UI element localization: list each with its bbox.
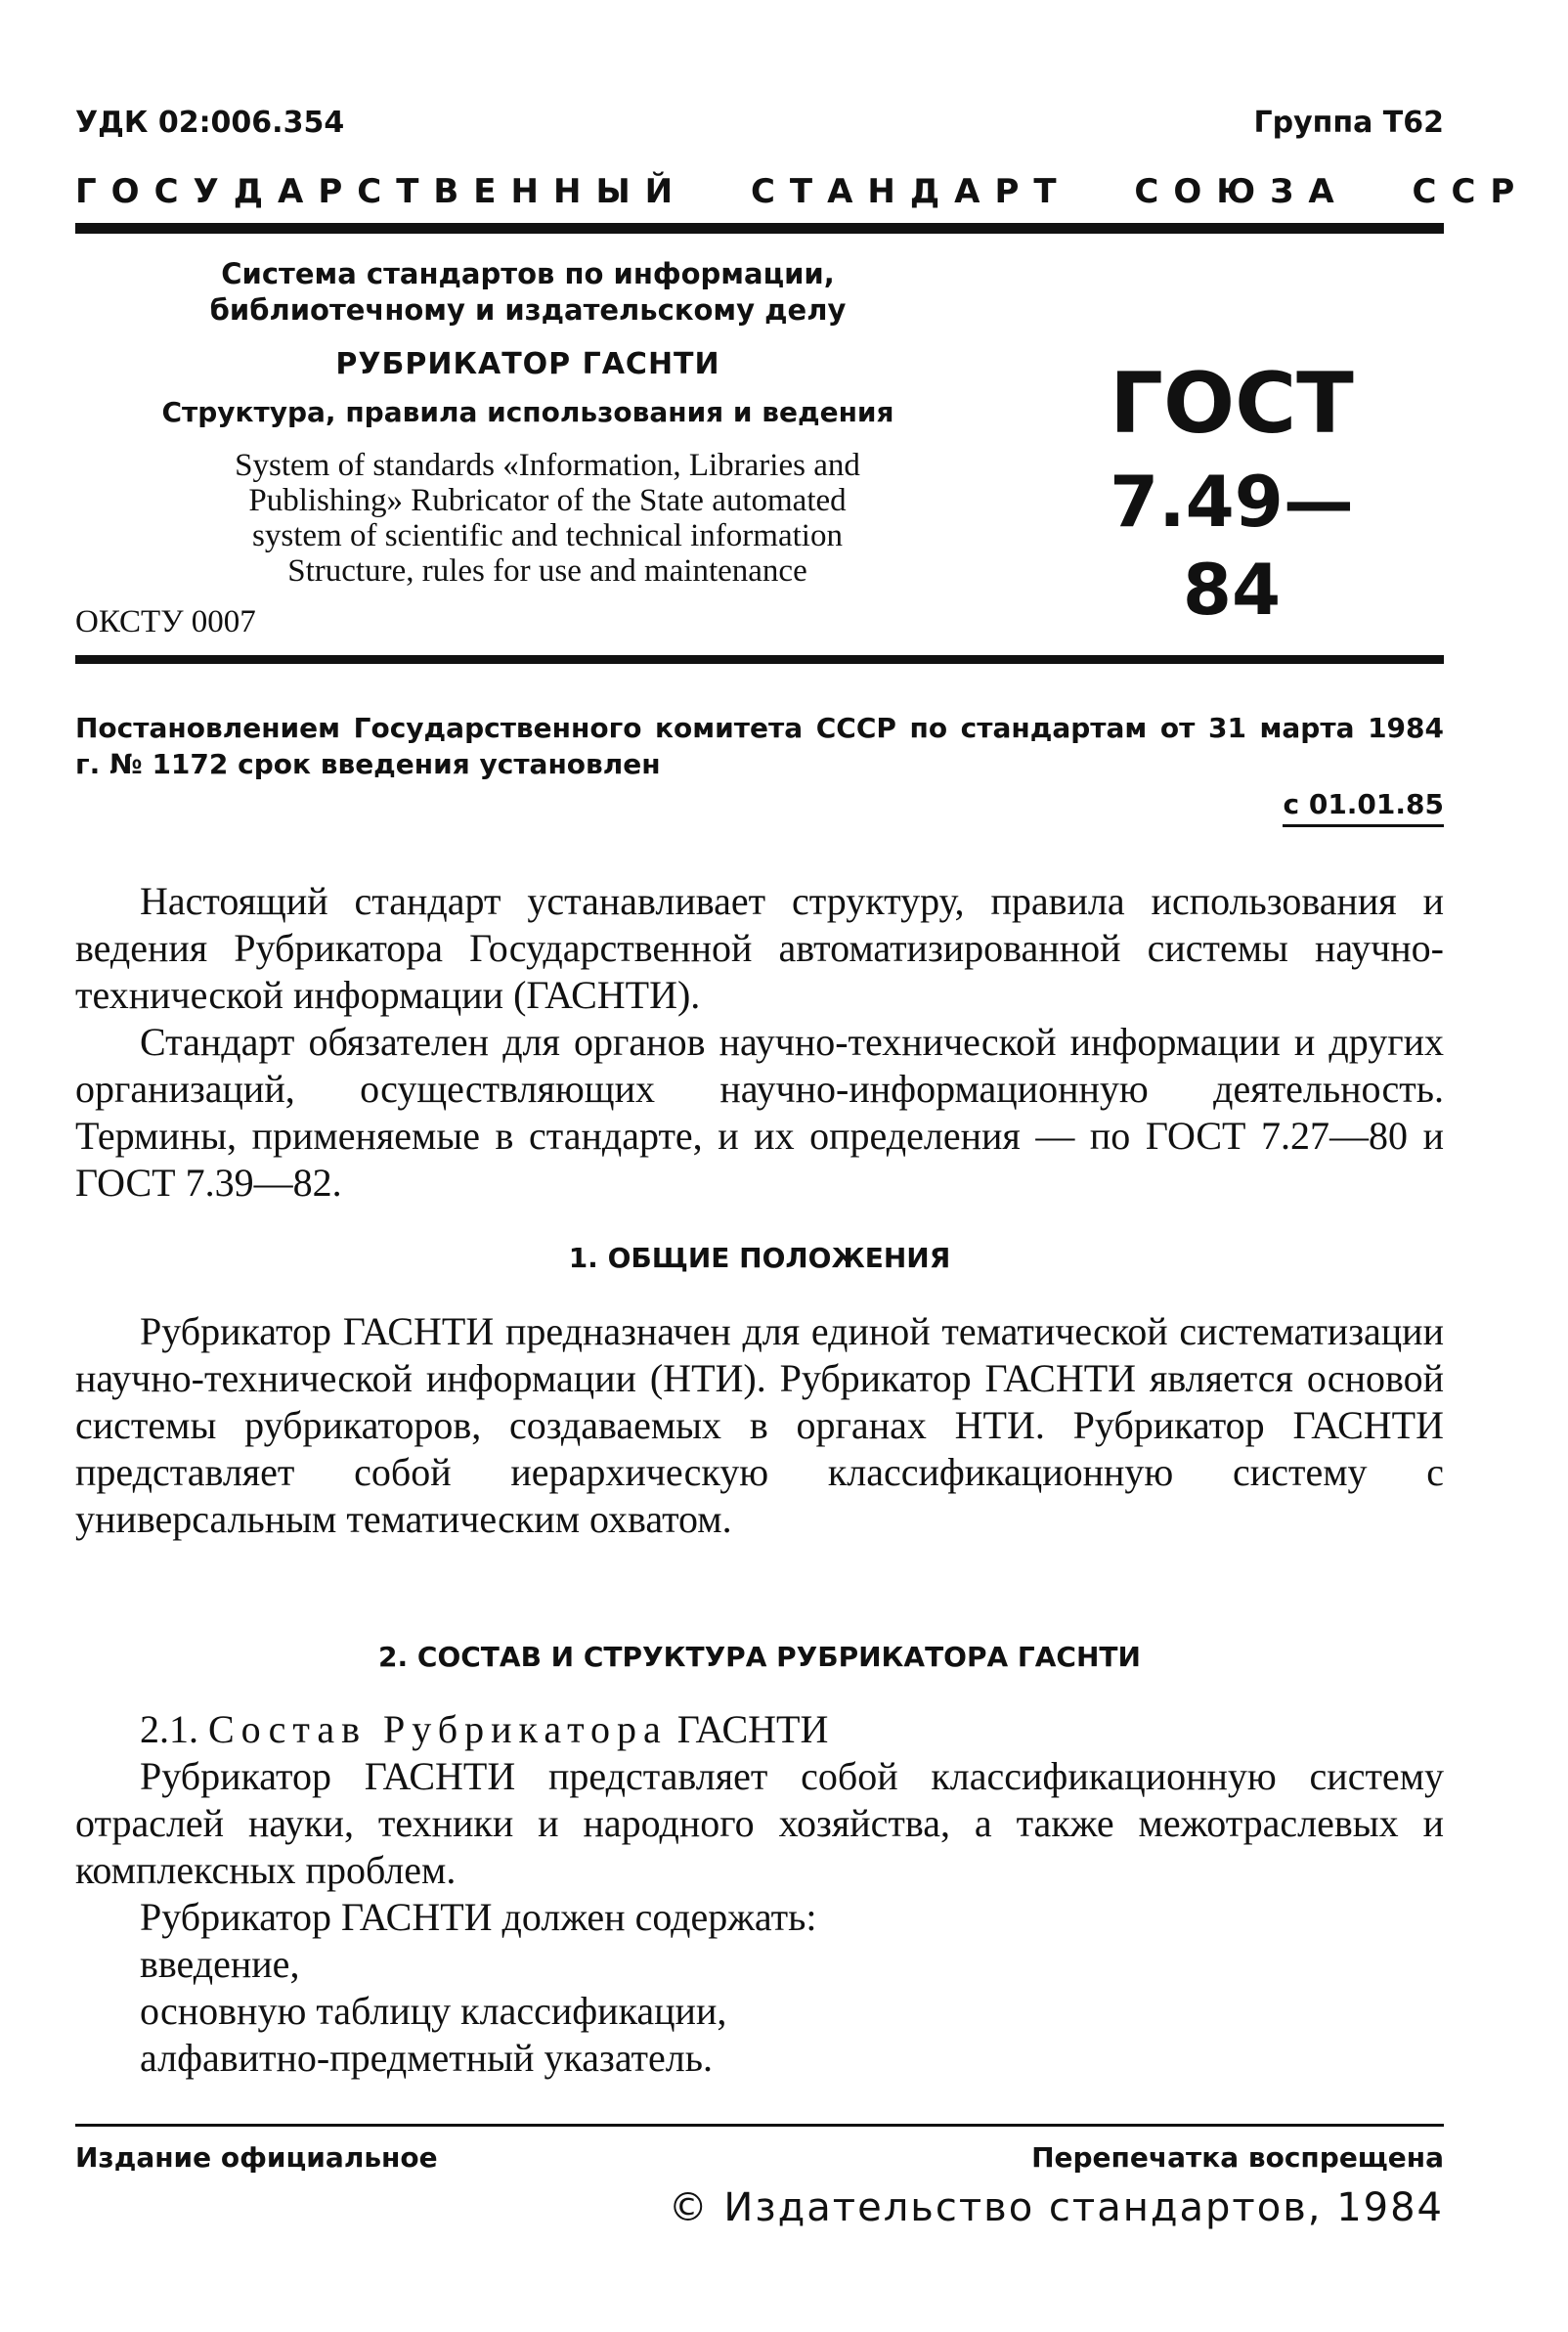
intro-paragraph-1: Настоящий стандарт устанавливает структуру, правила использования и ведения Рубрикатора Государственной автоматизированной системы научно-технической информации (ГАСНТИ). xyxy=(75,879,1444,1017)
section-2-paragraph-1: Рубрикатор ГАСНТИ представляет собой классификационную систему отраслей науки, техники и народного хозяйства, а также межотраслевых и комплексных проблем. xyxy=(75,1754,1444,1892)
copyright-notice: © Издательство стандартов, 1984 xyxy=(668,2185,1444,2230)
section-1-paragraph: Рубрикатор ГАСНТИ предназначен для единой тематической систематизации научно-технической информации (НТИ). Рубрикатор ГАСНТИ является основой системы рубрикаторов, создаваемых в органах НТИ. Рубрикатор ГАСНТИ представляет собой иерархическую классификационную систему с универсальным тематическим охватом. xyxy=(75,1309,1444,1541)
list-item: введение, xyxy=(140,1942,300,1986)
section-1-body xyxy=(75,1308,1444,1543)
intro-paragraph-2: Стандарт обязателен для органов научно-технической информации и других организаций, осуществляющих научно-информационную деятельность. Термины, применяемые в стандарте, и их определения — по ГОСТ 7.27—80 и ГОСТ 7.39—82. xyxy=(75,1020,1444,1205)
effective-date: с 01.01.85 xyxy=(1283,788,1444,827)
title-block-rule xyxy=(75,655,1444,664)
section-2-paragraph-2: Рубрикатор ГАСНТИ должен содержать: xyxy=(140,1895,817,1939)
banner-title: ГОСУДАРСТВЕННЫЙ СТАНДАРТ СОЮЗА ССР xyxy=(75,172,1530,211)
section-2-heading: 2. СОСТАВ И СТРУКТУРА РУБРИКАТОРА ГАСНТИ xyxy=(378,1641,1141,1673)
reprint-notice: Перепечатка воспрещена xyxy=(1031,2141,1444,2174)
standards-series xyxy=(156,256,899,329)
subsection-number: 2.1. xyxy=(140,1707,198,1751)
english-title xyxy=(117,448,978,589)
gost-number: 7.49—84 xyxy=(1110,461,1354,631)
english-line-2: Publishing» Rubricator of the State automated xyxy=(248,483,847,518)
footer-rule xyxy=(75,2124,1444,2127)
gost-label: ГОСТ xyxy=(1110,355,1354,453)
document-subtitle: Структура, правила использования и ведения xyxy=(161,396,894,428)
decree-text: Постановлением Государственного комитета СССР по стандартам от 31 марта 1984 г. № 1172 срок введения установлен xyxy=(75,712,1444,780)
subsection-title-spaced: Состав Рубрикатора xyxy=(208,1707,668,1751)
intro-section xyxy=(75,878,1444,1207)
list-item: основную таблицу классификации, xyxy=(140,1989,727,2033)
document-title: РУБРИКАТОР ГАСНТИ xyxy=(335,347,720,381)
english-line-3: system of scientific and technical information xyxy=(252,518,843,553)
top-rule xyxy=(75,223,1444,234)
subsection-2-1-title xyxy=(75,1706,1444,1753)
udk-code: УДК 02:006.354 xyxy=(75,106,345,140)
series-line-2: библиотечному и издательскому делу xyxy=(209,293,847,327)
series-line-1: Система стандартов по информации, xyxy=(221,257,835,290)
okstu-code: ОКСТУ 0007 xyxy=(75,604,256,639)
section-1-heading: 1. ОБЩИЕ ПОЛОЖЕНИЯ xyxy=(568,1242,951,1274)
english-line-4: Structure, rules for use and maintenance xyxy=(287,553,807,589)
group-code: Группа Т62 xyxy=(1253,106,1444,140)
list-item: алфавитно-предметный указатель. xyxy=(140,2036,713,2080)
section-2-body xyxy=(75,1706,1444,1941)
subsection-title-end: ГАСНТИ xyxy=(676,1707,829,1751)
official-edition-label: Издание официальное xyxy=(75,2141,438,2174)
english-line-1: System of standards «Information, Libraries and xyxy=(235,448,860,483)
